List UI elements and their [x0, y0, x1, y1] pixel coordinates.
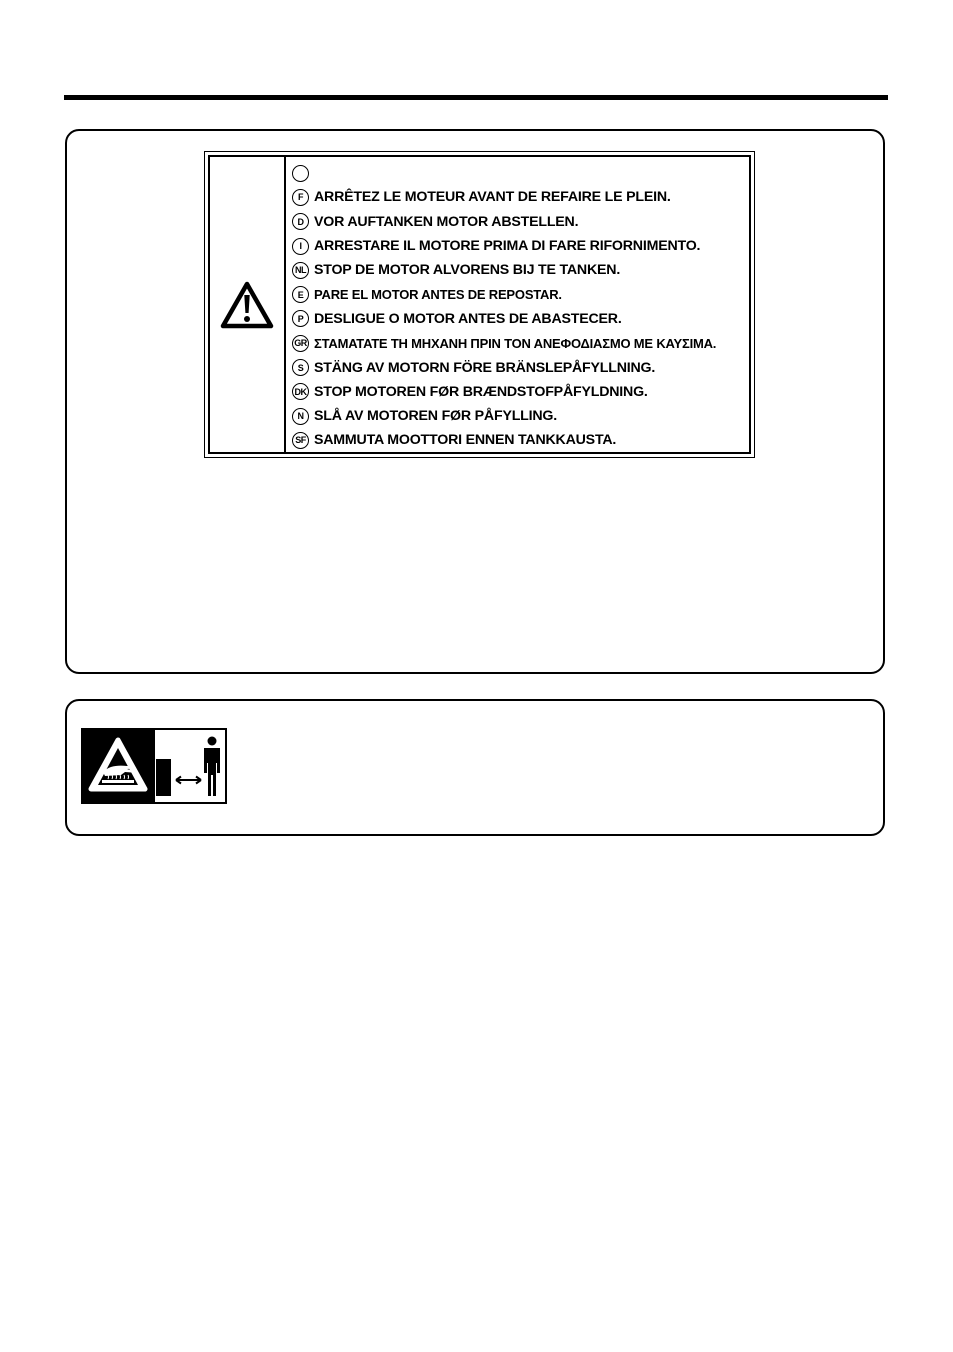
label-line-text: STOP DE MOTOR ALVORENS BIJ TE TANKEN.: [314, 262, 621, 279]
label-line-fr: [292, 185, 749, 209]
language-badge: NL: [292, 262, 309, 279]
label-line-text: ARRÊTEZ LE MOTEUR AVANT DE REFAIRE LE PLEIN.: [314, 189, 671, 206]
label-frame: [208, 155, 751, 454]
label-line-text: STÄNG AV MOTORN FÖRE BRÄNSLEPÅFYLLNING.: [314, 359, 656, 376]
hot-surface-pictogram: [81, 728, 227, 804]
label-line-text: VOR AUFTANKEN MOTOR ABSTELLEN.: [314, 213, 579, 230]
label-line-it: [292, 234, 749, 258]
language-badge: N: [292, 408, 309, 425]
label-line-dk: [292, 380, 749, 404]
label-line-text: SAMMUTA MOOTTORI ENNEN TANKKAUSTA.: [314, 432, 617, 449]
language-badge: D: [292, 213, 309, 230]
label-line-gr: [292, 331, 749, 355]
language-badge: E: [292, 286, 309, 303]
label-line-text: SLÅ AV MOTOREN FØR PÅFYLLING.: [314, 408, 558, 425]
label-line-text: ΣΤΑΜΑΤΑΤΕ ΤΗ ΜΗΧΑΝΗ ΠΡΙΝ ΤΟΝ ΑΝΕΦΟΔΙΑΣΜΟ ΜΕ ΚΑΥΣΙΜΑ.: [314, 335, 717, 351]
label-line-no: [292, 404, 749, 428]
label-icon-cell: [210, 157, 286, 452]
language-badge: DK: [292, 383, 309, 400]
language-badge: I: [292, 238, 309, 255]
keep-distance-person-icon: [155, 733, 225, 799]
refuel-warning-label: [204, 151, 755, 458]
language-badge: P: [292, 310, 309, 327]
label-line-pt: [292, 307, 749, 331]
language-badge: S: [292, 359, 309, 376]
label-line-text: PARE EL MOTOR ANTES DE REPOSTAR.: [314, 287, 562, 303]
label-line-se: [292, 355, 749, 379]
label-line-de: [292, 210, 749, 234]
language-badge: F: [292, 189, 309, 206]
label-line-text: DESLIGUE O MOTOR ANTES DE ABASTECER.: [314, 310, 622, 327]
language-badge: [292, 165, 309, 182]
keep-distance-cell: [153, 730, 225, 802]
label-line-nl: [292, 258, 749, 282]
language-badge: SF: [292, 432, 309, 449]
warning-triangle-icon: [220, 280, 274, 330]
label-line-text: STOP MOTOREN FØR BRÆNDSTOFPÅFYLDNING.: [314, 383, 648, 400]
header-rule: [64, 95, 888, 100]
label-lines: [286, 157, 749, 452]
label-line-text: ARRESTARE IL MOTORE PRIMA DI FARE RIFORNIMENTO.: [314, 238, 701, 255]
hot-surface-warning-icon: [87, 735, 149, 797]
label-line-fi: [292, 428, 749, 452]
language-badge: GR: [292, 335, 309, 352]
hot-surface-cell: [83, 730, 153, 802]
label-line-blank: [292, 161, 749, 185]
label-line-es: [292, 282, 749, 306]
